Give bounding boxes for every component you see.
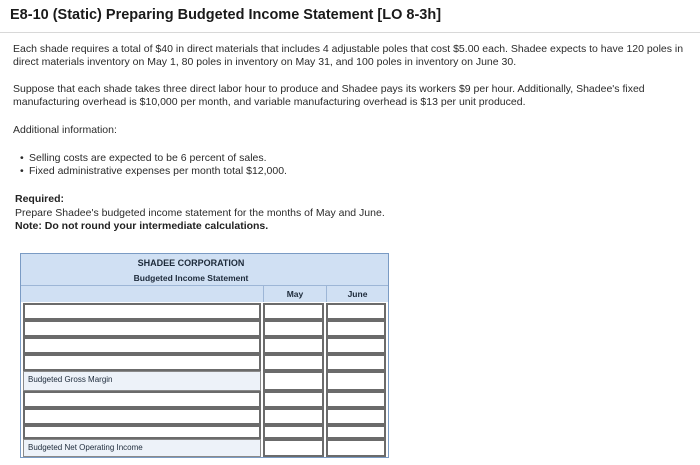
may-amount-input[interactable] — [263, 354, 324, 371]
column-header-may: May — [263, 286, 326, 302]
may-amount-input[interactable] — [263, 391, 324, 408]
list-item: • Selling costs are expected to be 6 percent of sales. — [20, 152, 287, 165]
column-header-blank — [21, 286, 263, 302]
row-label-input[interactable] — [23, 354, 261, 371]
row-label-cell — [23, 371, 261, 391]
company-name: SHADEE CORPORATION — [137, 258, 245, 268]
june-amount-input[interactable] — [326, 354, 386, 371]
row-label: Budgeted Net Operating Income — [28, 443, 143, 452]
row-label-input[interactable] — [23, 303, 261, 320]
table-row — [21, 439, 388, 457]
rounding-note: Note: Do not round your intermediate calculations. — [15, 220, 269, 232]
row-label-cell — [23, 439, 261, 457]
budgeted-income-statement-table — [20, 253, 389, 458]
table-row — [21, 337, 388, 354]
may-amount-input[interactable] — [263, 303, 324, 320]
table-row — [21, 303, 388, 320]
june-amount-input[interactable] — [326, 303, 386, 320]
title-bar — [0, 0, 700, 33]
row-label-input[interactable] — [23, 337, 261, 354]
table-header — [21, 254, 388, 286]
table-row — [21, 408, 388, 425]
may-amount-input[interactable] — [263, 425, 324, 439]
page-title: E8-10 (Static) Preparing Budgeted Income Statement [LO 8-3h] — [10, 7, 442, 23]
may-amount-input[interactable] — [263, 371, 324, 391]
table-row — [21, 391, 388, 408]
additional-info-label: Additional information: — [13, 124, 117, 136]
may-amount-input[interactable] — [263, 408, 324, 425]
row-label: Budgeted Gross Margin — [28, 375, 113, 384]
additional-info-list — [20, 152, 287, 178]
row-label-input[interactable] — [23, 320, 261, 337]
row-label-input[interactable] — [23, 408, 261, 425]
table-row — [21, 354, 388, 371]
problem-paragraph-1: Each shade requires a total of $40 in direct materials that includes 4 adjustable poles that cost $5.00 each. Shadee expects to have 120 poles in direct materials inventory on May 1, 80 poles in inventory on May 31, and 100 poles in inventory on June 30. — [13, 43, 684, 68]
table-row — [21, 320, 388, 337]
row-label-input[interactable] — [23, 425, 261, 439]
column-header-june: June — [326, 286, 388, 302]
may-amount-input[interactable] — [263, 320, 324, 337]
statement-title: Budgeted Income Statement — [133, 273, 249, 283]
june-amount-input[interactable] — [326, 391, 386, 408]
problem-paragraph-2: Suppose that each shade takes three direct labor hour to produce and Shadee pays its workers $9 per hour. Additionally, Shadee's fixed manufacturing overhead is $10,000 per month, and variable manufacturing overhead is $13 per unit produced. — [13, 83, 645, 108]
june-amount-input[interactable] — [326, 320, 386, 337]
row-label-input[interactable] — [23, 391, 261, 408]
table-row — [21, 371, 388, 391]
required-heading: Required: — [15, 193, 65, 205]
june-amount-input[interactable] — [326, 337, 386, 354]
required-text: Prepare Shadee's budgeted income statement for the months of May and June. — [15, 207, 385, 219]
june-amount-input[interactable] — [326, 439, 386, 457]
list-item: • Fixed administrative expenses per month total $12,000. — [20, 165, 287, 178]
table-row — [21, 425, 388, 439]
june-amount-input[interactable] — [326, 371, 386, 391]
june-amount-input[interactable] — [326, 425, 386, 439]
june-amount-input[interactable] — [326, 408, 386, 425]
may-amount-input[interactable] — [263, 439, 324, 457]
may-amount-input[interactable] — [263, 337, 324, 354]
